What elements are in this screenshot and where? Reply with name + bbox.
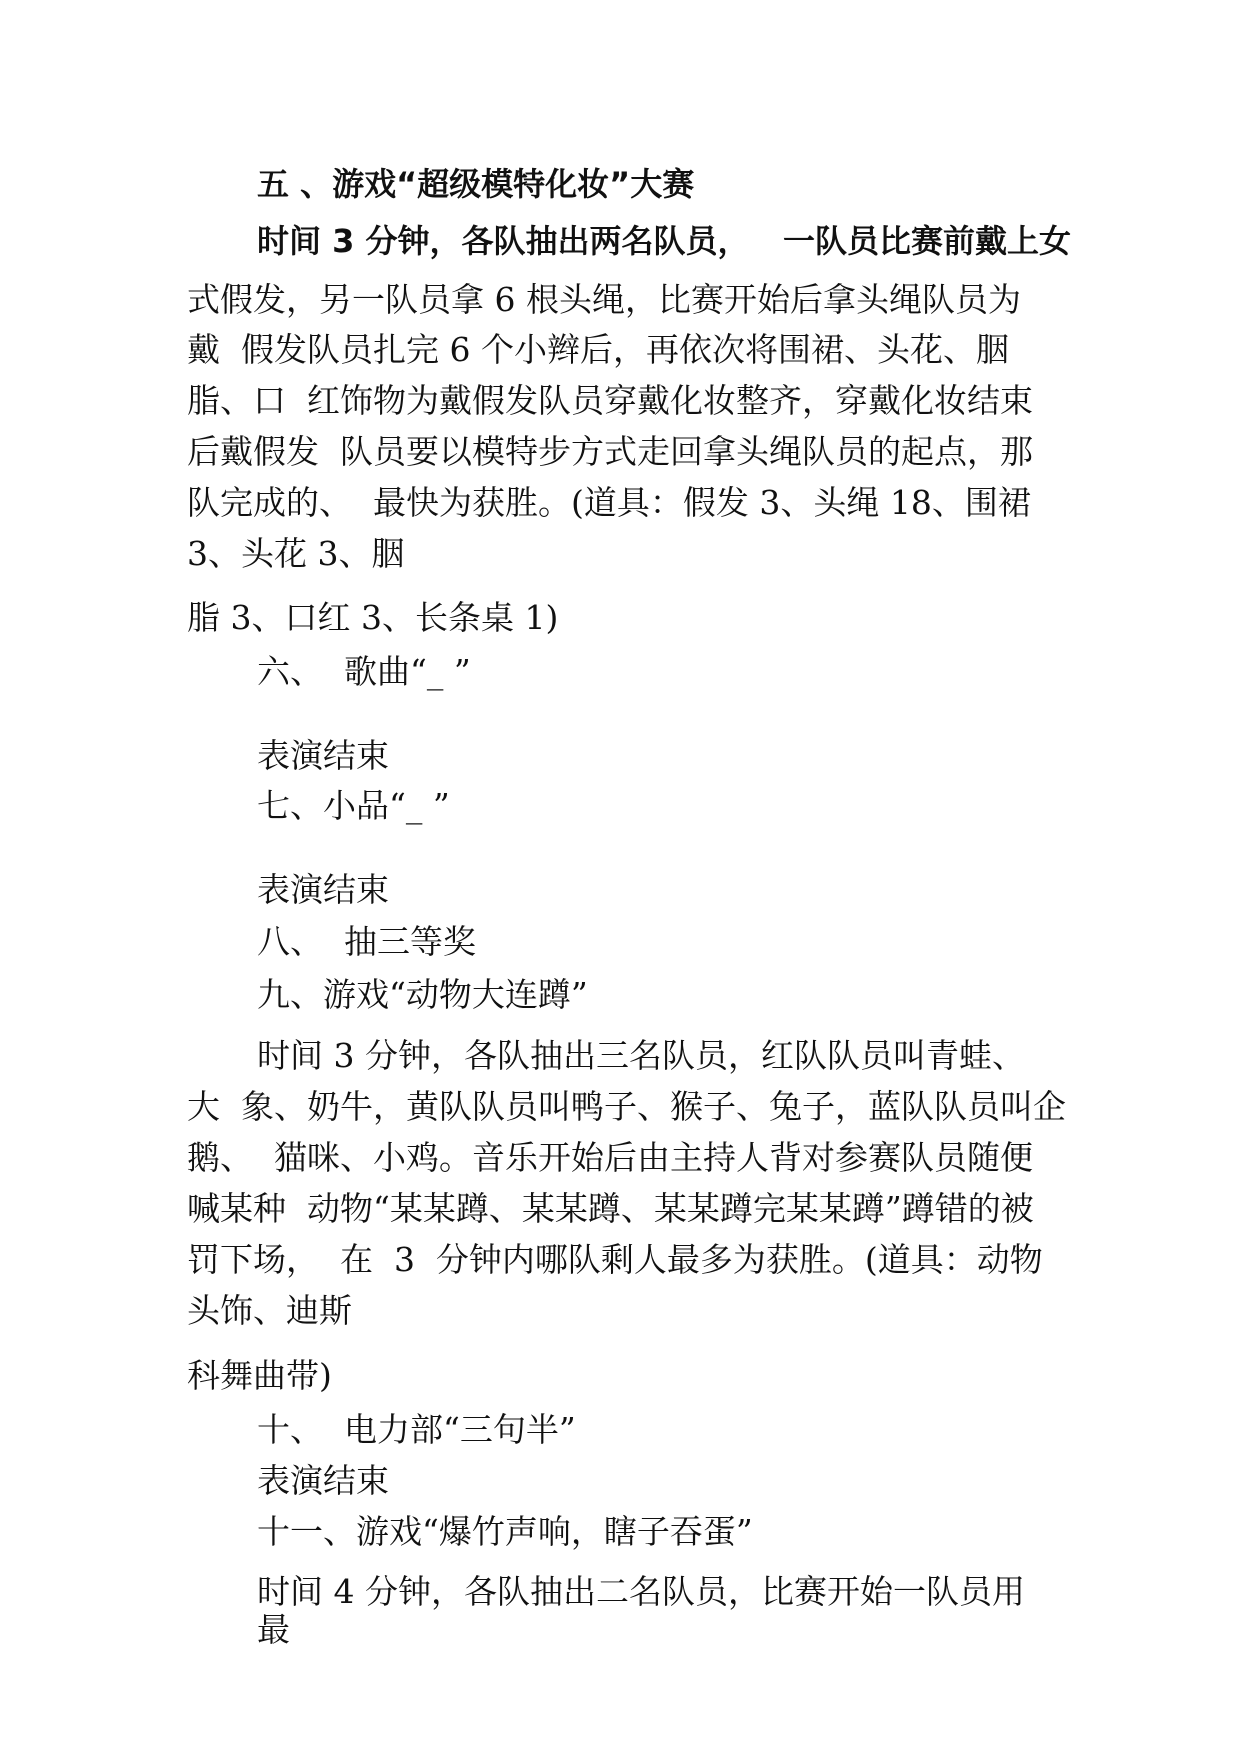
paragraph-line: 时间 3 分钟，各队抽出三名队员，红队队员叫青蛙、: [257, 1036, 1025, 1075]
paragraph-line: 头饰、迪斯: [187, 1291, 352, 1330]
paragraph-line: 喊某种 动物“某某蹲、某某蹲、某某蹲完某某蹲”蹲错的被: [187, 1189, 1034, 1228]
paragraph-line: 队完成的、 最快为获胜。(道具：假发 3、头绳 18、围裙: [187, 483, 1031, 522]
paragraph-line: 科舞曲带): [187, 1356, 332, 1395]
section-heading-11: 十一、游戏“爆竹声响，瞎子吞蛋”: [257, 1512, 753, 1551]
paragraph-line: 时间 3 分钟，各队抽出两名队员， 一队员比赛前戴上女: [257, 222, 1071, 260]
paragraph-line: 3、头花 3、胭: [187, 534, 405, 573]
paragraph-line: 大 象、奶牛，黄队队员叫鸭子、猴子、兔子，蓝队队员叫企: [187, 1087, 1066, 1126]
performance-end-text: 表演结束: [257, 870, 389, 909]
section-heading-8: 八、 抽三等奖: [257, 922, 476, 961]
paragraph-line: 戴 假发队员扎完 6 个小辫后，再依次将围裙、头花、胭: [187, 330, 1009, 369]
paragraph-line: 式假发，另一队员拿 6 根头绳，比赛开始后拿头绳队员为: [187, 280, 1021, 319]
paragraph-line: 脂 3、口红 3、长条桌 1): [187, 598, 559, 637]
paragraph-line: 后戴假发 队员要以模特步方式走回拿头绳队员的起点，那: [187, 432, 1033, 471]
section-heading-7: 七、小品“_ ”: [257, 786, 450, 825]
section-heading-5: 五 、游戏“超级模特化妆”大赛: [257, 165, 695, 203]
section-heading-10: 十、 电力部“三句半”: [257, 1410, 576, 1449]
paragraph-line: 最: [257, 1610, 290, 1649]
performance-end-text: 表演结束: [257, 736, 389, 775]
paragraph-line: 脂、口 红饰物为戴假发队员穿戴化妆整齐，穿戴化妆结束: [187, 381, 1033, 420]
paragraph-line: 罚下场， 在 3 分钟内哪队剩人最多为获胜。(道具：动物: [187, 1240, 1043, 1279]
paragraph-line: 鹅、 猫咪、小鸡。音乐开始后由主持人背对参赛队员随便: [187, 1138, 1033, 1177]
paragraph-line: 时间 4 分钟，各队抽出二名队员，比赛开始一队员用: [257, 1572, 1025, 1611]
section-heading-9: 九、游戏“动物大连蹲”: [257, 975, 588, 1014]
section-heading-6: 六、 歌曲“_ ”: [257, 652, 471, 691]
performance-end-text: 表演结束: [257, 1461, 389, 1500]
